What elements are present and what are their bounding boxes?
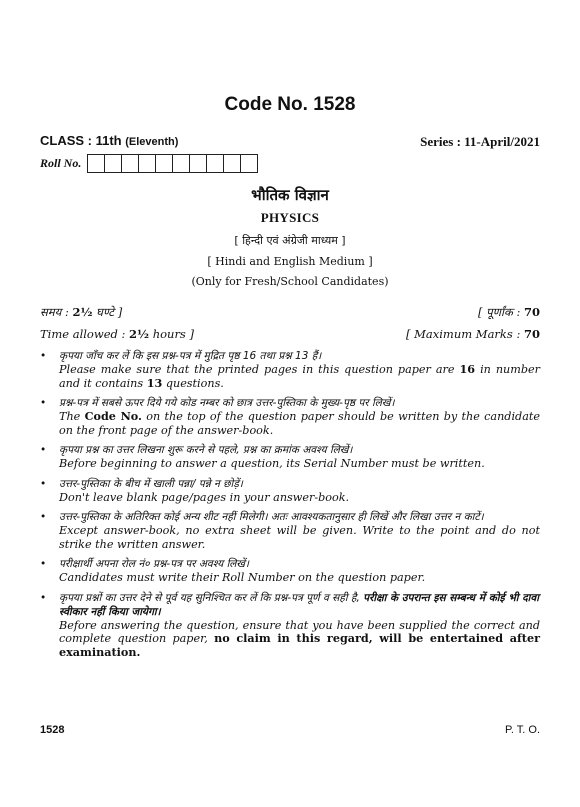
roll-number-box[interactable] [121,154,139,173]
roll-number-boxes[interactable] [87,154,257,173]
subject-title-hindi: भौतिक विज्ञान [251,186,329,204]
candidate-type: (Only for Fresh/School Candidates) [191,275,389,288]
bullet-icon: • [40,558,47,570]
time-hindi: समय : 2½ घण्टे ] [40,305,123,319]
roll-number-box[interactable] [87,154,105,173]
instruction-item [40,443,540,471]
instruction-hindi: कृपया प्रश्न का उत्तर लिखना शुरू करने से पहले, प्रश्न का क्रमांक अवश्य लिखें। [59,444,353,456]
medium-english: [ Hindi and English Medium ] [207,255,373,268]
footer-pto: P. T. O. [504,724,540,736]
roll-number-box[interactable] [240,154,258,173]
instruction-english: Please make sure that the printed pages in this question paper are 16 in number and it contains 13 questions. [59,362,540,390]
instruction-item [40,591,540,660]
bullet-icon: • [40,591,47,604]
class-detail: (Eleventh) [125,136,179,148]
bullet-icon: • [40,444,47,456]
instruction-item [40,510,540,551]
series-label: Series : 11-April/2021 [420,134,540,149]
roll-number-box[interactable] [189,154,207,173]
class-value: CLASS : 11th [40,133,122,148]
instruction-hindi: उत्तर-पुस्तिका के बीच में खाली पन्ना/ पन्ने न छोड़ें। [59,477,243,490]
time-english: Time allowed : 2½ hours ] [40,327,194,341]
roll-number-box[interactable] [138,154,156,173]
subject-title-english: PHYSICS [260,210,320,225]
roll-number-box[interactable] [172,154,190,173]
roll-number-box[interactable] [223,154,241,173]
instruction-item [40,396,540,437]
class-label [40,133,178,148]
roll-number-row [40,154,257,173]
instruction-hindi: कृपया प्रश्नों का उत्तर देने से पूर्व यह सुनिश्चित कर लें कि प्रश्न-पत्र पूर्ण व सही है, परीक्षा के उपरान्त इस सम्बन्ध में कोई भी दावा स्वीकार नहीं किया जायेगा। [59,591,539,618]
instruction-hindi: कृपया जाँच कर लें कि इस प्रश्न-पत्र में मुद्रित पृष्ठ 16 तथा प्रश्न 13 हैं। [59,350,322,362]
instruction-english: Don't leave blank page/pages in your answer-book. [59,490,350,504]
instruction-english: Before beginning to answer a question, its Serial Number must be written. [59,457,485,470]
bullet-icon: • [40,350,47,362]
instruction-hindi: परीक्षार्थी अपना रोल नं० प्रश्न-पत्र पर अवश्य लिखें। [59,558,249,570]
instruction-item [40,557,540,585]
bullet-icon: • [40,477,47,490]
instruction-hindi: प्रश्न-पत्र में सबसे ऊपर दिये गये कोड नम्बर को छात्र उत्तर-पुस्तिका के मुख्य-पृष्ठ पर लिखें। [59,397,395,409]
instruction-english: Except answer-book, no extra sheet will be given. Write to the point and do not strike the written answer. [59,524,540,551]
footer-code: 1528 [40,724,65,736]
bullet-icon: • [40,397,47,409]
instruction-item [40,477,540,505]
marks-hindi: [ पूर्णांक : 70 [478,305,540,319]
roll-number-box[interactable] [155,154,173,173]
roll-number-box[interactable] [206,154,224,173]
medium-hindi: [ हिन्दी एवं अंग्रेजी माध्यम ] [234,234,346,247]
instruction-english: Candidates must write their Roll Number on the question paper. [59,571,426,584]
instruction-hindi: उत्तर-पुस्तिका के अतिरिक्त कोई अन्य शीट नहीं मिलेगी। अतः आवश्यकतानुसार ही लिखें और लिखा उत्तर न काटें। [59,511,484,523]
instruction-item [40,349,540,390]
instruction-english: The Code No. on the top of the question paper should be written by the candidate on the front page of the answer-book. [59,409,540,437]
bullet-icon: • [40,511,47,523]
instructions-list [40,349,540,665]
roll-number-label: Roll No. [40,156,82,170]
time-marks-hindi [40,305,540,320]
time-marks-english [40,327,540,341]
code-number-title: Code No. 1528 [224,94,356,115]
instruction-english: Before answering the question, ensure that you have been supplied the correct and complete question paper, no claim in this regard, will be entertained after examination. [59,618,540,659]
marks-english: [ Maximum Marks : 70 [405,327,540,341]
roll-number-box[interactable] [104,154,122,173]
